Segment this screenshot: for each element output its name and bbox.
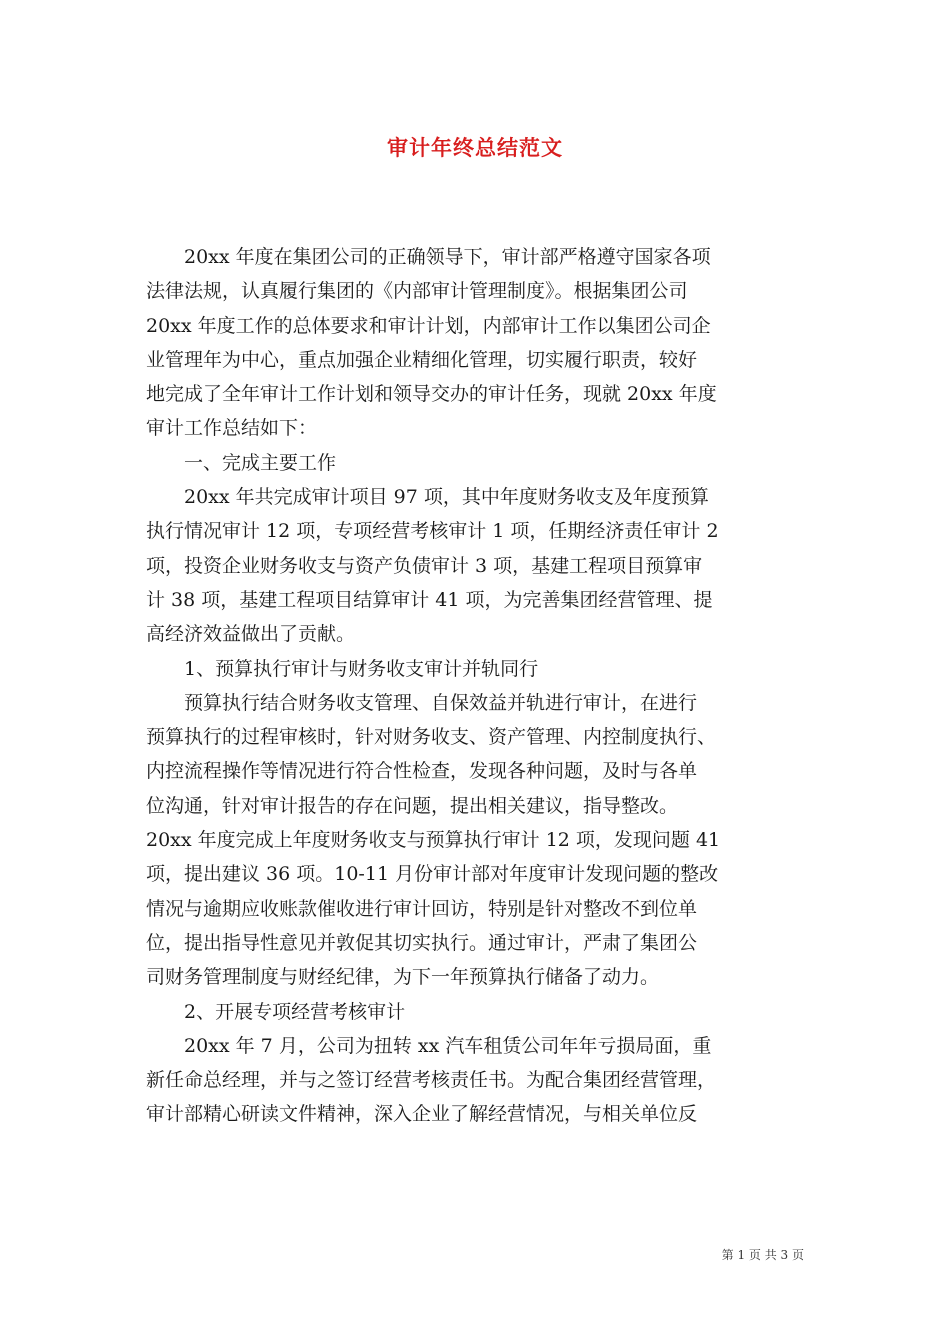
text-line: 审计部精心研读文件精神，深入企业了解经营情况，与相关单位反 bbox=[146, 1103, 698, 1126]
text-line: 项，投资企业财务收支与资产负债审计 3 项，基建工程项目预算审 bbox=[146, 554, 703, 577]
text-line: 位沟通，针对审计报告的存在问题，提出相关建议，指导整改。 bbox=[146, 794, 679, 817]
text-line: 预算执行结合财务收支管理、自保效益并轨进行审计，在进行 bbox=[146, 691, 698, 714]
text-line: 地完成了全年审计工作计划和领导交办的审计任务，现就 20xx 年度 bbox=[146, 383, 717, 406]
text-line: 业管理年为中心，重点加强企业精细化管理，切实履行职责，较好 bbox=[146, 348, 698, 371]
document-body bbox=[146, 240, 806, 1132]
text-line: 新任命总经理，并与之签订经营考核责任书。为配合集团经营管理， bbox=[146, 1069, 717, 1092]
text-line: 20xx 年度工作的总体要求和审计计划，内部审计工作以集团公司企 bbox=[146, 314, 711, 337]
text-line: 20xx 年度完成上年度财务收支与预算执行审计 12 项，发现问题 41 bbox=[146, 829, 721, 852]
section-heading: 一、完成主要工作 bbox=[146, 451, 337, 474]
text-line: 内控流程操作等情况进行符合性检查，发现各种问题，及时与各单 bbox=[146, 760, 698, 783]
text-line: 司财务管理制度与财经纪律，为下一年预算执行储备了动力。 bbox=[146, 966, 660, 989]
text-line: 20xx 年共完成审计项目 97 项，其中年度财务收支及年度预算 bbox=[146, 486, 709, 509]
text-line: 情况与逾期应收账款催收进行审计回访，特别是针对整改不到位单 bbox=[146, 897, 698, 920]
text-line: 预算执行的过程审核时，针对财务收支、资产管理、内控制度执行、 bbox=[146, 726, 717, 749]
text-line: 20xx 年 7 月，公司为扭转 xx 汽车租赁公司年年亏损局面，重 bbox=[146, 1034, 712, 1057]
text-line: 法律法规，认真履行集团的《内部审计管理制度》。根据集团公司 bbox=[146, 280, 688, 303]
text-line: 计 38 项，基建工程项目结算审计 41 项，为完善集团经营管理、提 bbox=[146, 588, 713, 611]
text-line: 项，提出建议 36 项。10-11 月份审计部对年度审计发现问题的整改 bbox=[146, 863, 719, 886]
text-line: 20xx 年度在集团公司的正确领导下，审计部严格遵守国家各项 bbox=[146, 246, 711, 268]
document-title: 审计年终总结范文 bbox=[387, 135, 563, 160]
subsection-heading: 2、开展专项经营考核审计 bbox=[146, 1000, 406, 1023]
text-line: 执行情况审计 12 项，专项经营考核审计 1 项，任期经济责任审计 2 bbox=[146, 520, 719, 543]
text-line: 位，提出指导性意见并敦促其切实执行。通过审计，严肃了集团公 bbox=[146, 931, 698, 954]
subsection-heading: 1、预算执行审计与财务收支审计并轨同行 bbox=[146, 657, 539, 680]
text-line: 审计工作总结如下： bbox=[146, 417, 318, 440]
page-number: 第 1 页 共 3 页 bbox=[721, 1248, 804, 1262]
text-line: 高经济效益做出了贡献。 bbox=[146, 623, 356, 646]
